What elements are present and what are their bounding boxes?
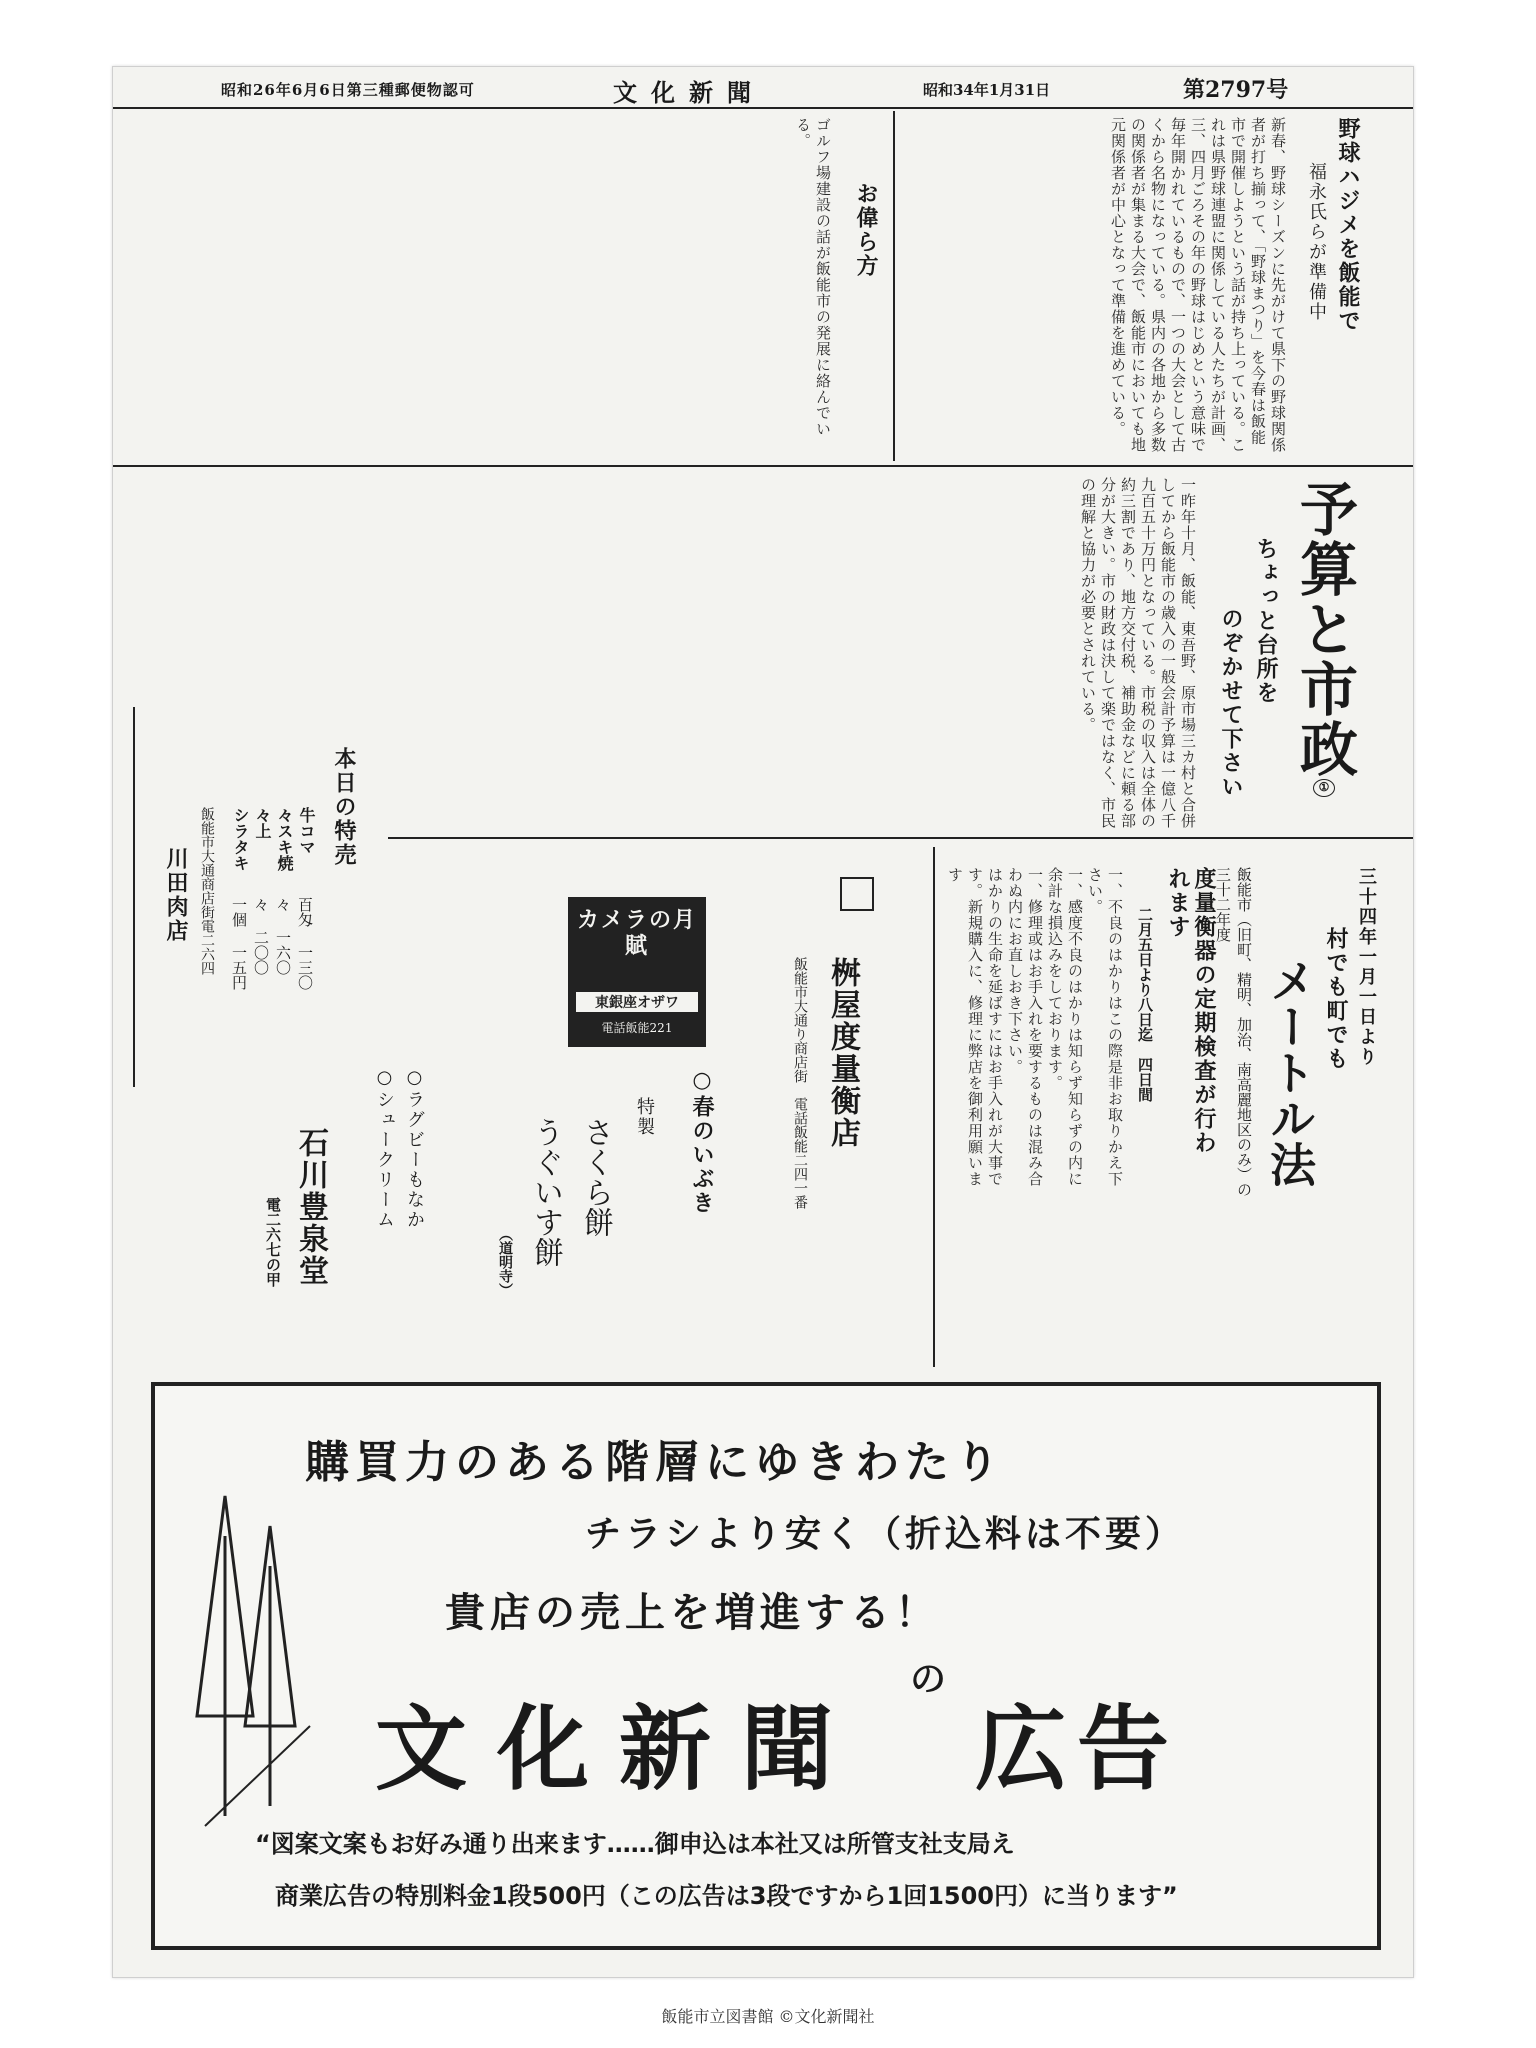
- bigad-line-5: “図案文案もお好み通り出来ます……御申込は本社又は所管支社支局え: [255, 1830, 1015, 1858]
- kawada-price-4: 一個 一五円: [230, 897, 248, 990]
- library-credit: 飯能市立図書館 ©文化新聞社: [661, 2007, 875, 2026]
- metre-note-1: 一、不良のはかりはこの際是非お取りかえ下さい。: [1086, 867, 1124, 1187]
- bigad-line-2: チラシより安く（折込料は不要）: [585, 1514, 1186, 1555]
- masuya-shop-name: 桝屋度量衡店: [825, 957, 860, 1149]
- postal-permit: 昭和26年6月6日第三種郵便物認可: [221, 81, 475, 99]
- metre-law-ad: [792, 847, 1405, 1367]
- newspaper-page: [112, 66, 1414, 1978]
- ishikawa-ad: [133, 1057, 733, 1357]
- camera-ad: [568, 897, 706, 1047]
- ishikawa-item-1: さくら餅: [578, 1117, 613, 1237]
- kawada-price-3: 々 二〇〇: [252, 897, 270, 975]
- metre-ad-lead: 三十四年一月一日より: [1356, 867, 1377, 1067]
- ishikawa-other-2: ○シュークリーム: [374, 1067, 395, 1230]
- ishikawa-shop-name: 石川豊泉堂: [293, 1127, 328, 1287]
- bigad-line-3: 貴店の売上を増進する！: [445, 1590, 940, 1636]
- masthead: [113, 67, 1413, 107]
- metre-ad-subhead: 度量衡器の定期検査が行われます: [1165, 867, 1217, 1155]
- otaikata-headline: お偉ら方: [853, 182, 879, 278]
- baseball-subhead: 福永氏らが準備中: [1306, 162, 1327, 322]
- metre-ad-headline-a: 村でも町でも: [1323, 927, 1349, 1071]
- metre-ad-dates: 二月五日より八日迄 四日間: [1136, 907, 1154, 1102]
- ishikawa-other-1: ○ラグビーもなか: [404, 1067, 425, 1230]
- bigad-line-6: 商業広告の特別料金1段500円（この広告は3段ですから1回1500円）に当ります”: [275, 1882, 1178, 1910]
- masuya-address: 飯能市大通り商店街 電話飯能二四一番: [792, 957, 808, 1209]
- ishikawa-season: ○春のいぶき: [689, 1067, 715, 1215]
- metre-note-2: 一、感度不良のはかりは知らず知らずの内に余計な損込みをしております。: [1046, 867, 1084, 1187]
- budget-body: 一昨年十月、飯能、東吾野、原市場三カ村と合併してから飯能市の歳入の一般会計予算は一億八千九百五十万円となっている。市税の収入は全体の約三割であり、地方交付税、補助金などに頼る部分が大きい。市の財政は決して楽ではなく、市民の理解と協力が必要とされている。: [1079, 477, 1197, 829]
- metre-ad-headline-b: メートル法: [1263, 957, 1317, 1187]
- camera-ad-phone: 電話飯能221: [601, 1021, 673, 1035]
- kawada-price-1: 百匁 一三〇: [296, 897, 314, 990]
- ishikawa-item-2: うぐいす餅: [528, 1117, 563, 1267]
- metre-note-3: 一、修理或はお手入れを要するものは混み合わぬ内にお直しおき下さい。: [1006, 867, 1044, 1187]
- bunka-shimbun-ad: [151, 1382, 1381, 1950]
- bigad-line-4-no: の: [910, 1659, 947, 1700]
- baseball-body: 新春、野球シーズンに先がけて県下の野球関係者が打ち揃って、「野球まつり」を今春は飯能市で開催しようという話が持ち上っている。これは県野球連盟に関係している人たちが計画、三、四月ごろその年の野球はじめという意味で毎年開かれているもので、一つの大会として古くから名物になっている。県内の各地から多数の関係者が集まる大会で、飯能市においても地元関係者が中心となって準備を進めている。: [1109, 117, 1287, 453]
- bigad-line-1: 購買力のある階層にゆきわたり: [305, 1437, 1005, 1488]
- baseball-headline: 野球ハジメを飯能で: [1335, 117, 1361, 333]
- metre-ad-notes: [946, 867, 1125, 1197]
- metre-ad-area: 飯能市（旧町、精明、加治、南高麗地区のみ）の三十二年度: [1214, 867, 1253, 1197]
- kawada-price-2: 々 一六〇: [274, 897, 292, 975]
- ishikawa-special: 特製: [634, 1097, 655, 1137]
- camera-ad-title: カメラの月賦: [576, 907, 697, 959]
- bigad-line-4-main: 文化新聞: [375, 1696, 864, 1803]
- budget-subhead-1: ちょっと台所を: [1253, 537, 1279, 705]
- budget-headline: 予算と市政①: [1290, 479, 1358, 796]
- kawada-ad: [133, 707, 375, 1087]
- otaikata-body: ゴルフ場建設の話が飯能市の発展に絡んでいる。: [794, 117, 832, 437]
- ishikawa-phone: 電二六七の甲: [264, 1197, 282, 1287]
- issue-date: 昭和34年1月31日: [923, 81, 1051, 99]
- kawada-item-1: 牛コマ: [297, 807, 316, 855]
- kawada-item-2: 々スキ焼: [275, 807, 294, 871]
- kawada-shop-name: 川田肉店: [163, 847, 189, 943]
- cedar-trees-icon: [185, 1476, 315, 1836]
- kawada-ad-title: 本日の特売: [331, 747, 357, 867]
- budget-subhead-2: のぞかせて下さい: [1218, 607, 1244, 799]
- newspaper-title: 文化新聞: [613, 78, 765, 107]
- masuya-logo-icon: [840, 877, 874, 911]
- kawada-item-4: シラタキ: [231, 807, 250, 871]
- issue-number: 第2797号: [1183, 77, 1289, 103]
- kawada-address: 飯能市大通商店街電二六四: [199, 807, 215, 975]
- kawada-item-3: 々上: [253, 807, 272, 839]
- ishikawa-item-2-note: （道明寺）: [497, 1227, 513, 1297]
- bigad-line-4-end: 広告: [975, 1696, 1180, 1803]
- metre-closing: はかりの生命を延ばすにはお手入れが大事です。新規購入に、修理に弊店を御利用願います: [946, 867, 1004, 1187]
- camera-ad-shop: 東銀座オザワ: [576, 992, 698, 1012]
